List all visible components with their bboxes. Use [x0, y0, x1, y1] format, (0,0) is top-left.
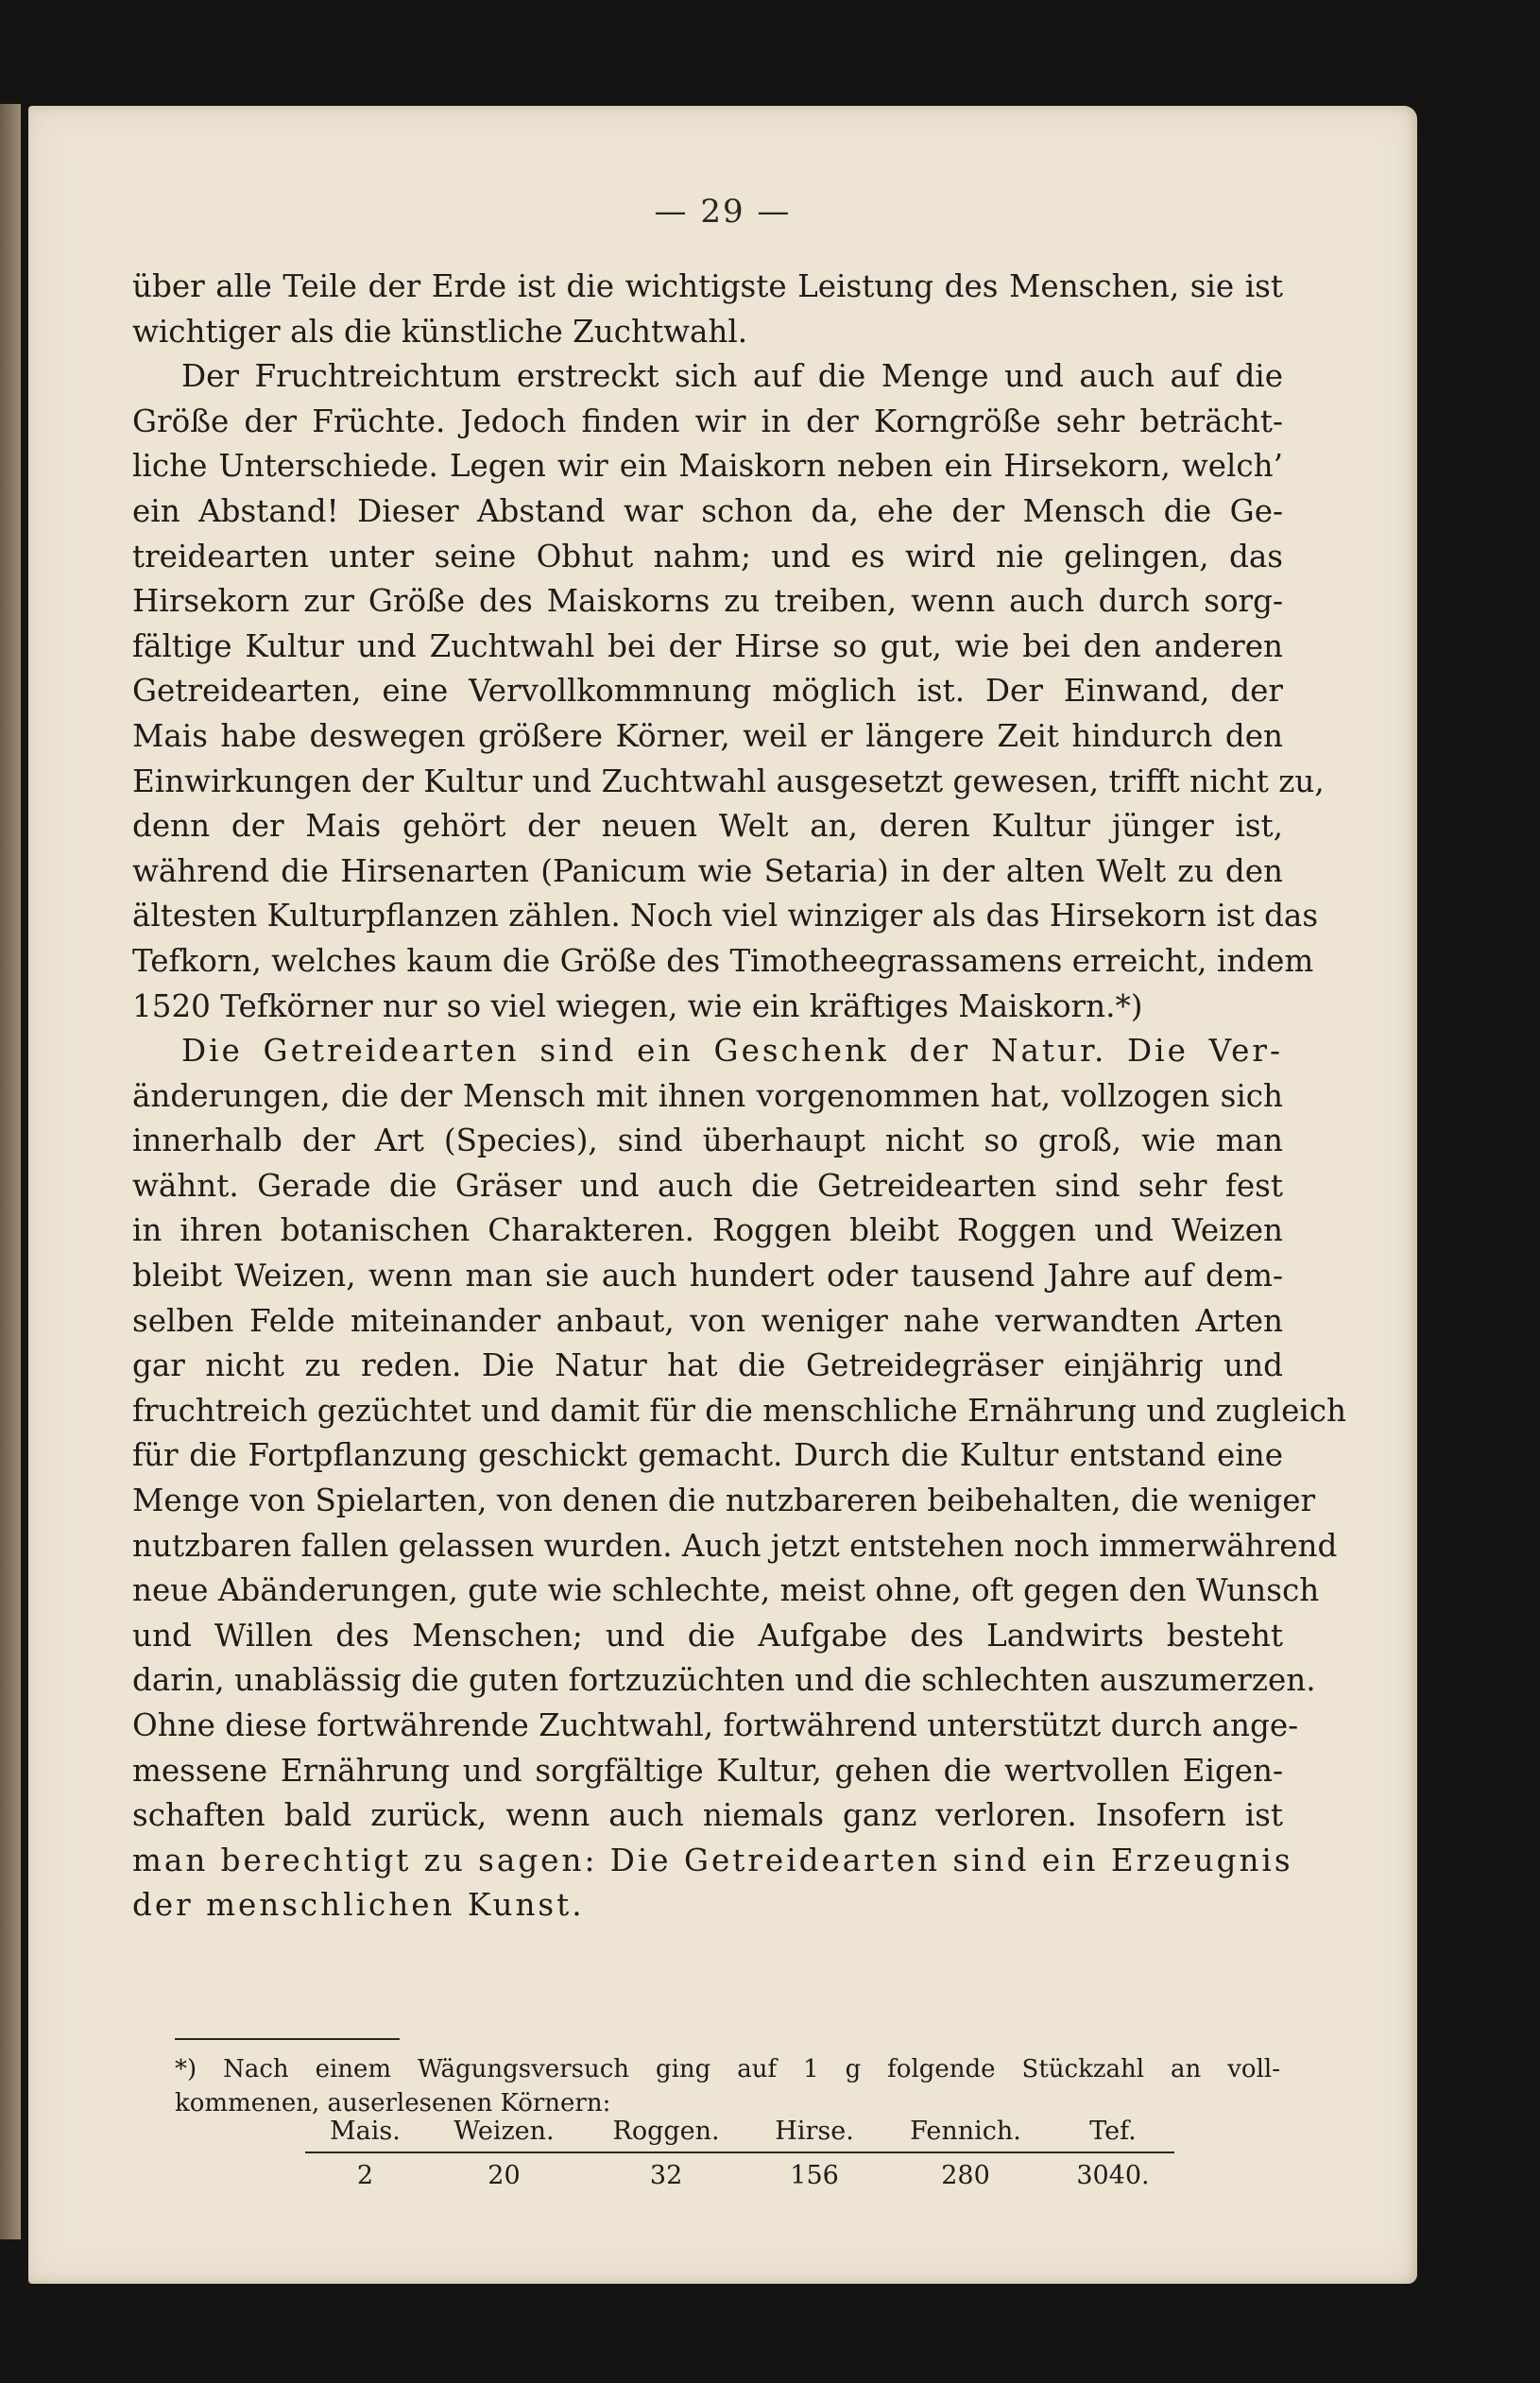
table-header-cell: Fennich.	[880, 2117, 1052, 2153]
table-header-cell: Mais.	[305, 2117, 425, 2153]
text-line: Ohne diese fortwährende Zuchtwahl, fortwährend unterstützt durch ange-	[132, 1707, 1299, 1743]
text-line: schaften bald zurück, wenn auch niemals ganz verloren. Insofern ist	[132, 1797, 1283, 1834]
book-page	[28, 106, 1417, 2284]
table-header-cell: Tef.	[1052, 2117, 1174, 2153]
text-line: während die Hirsenarten (Panicum wie Setaria) in der alten Welt zu den	[132, 852, 1283, 889]
text-line: änderungen, die der Mensch mit ihnen vorgenommen hat, vollzogen sich	[132, 1077, 1283, 1114]
text-line: fältige Kultur und Zuchtwahl bei der Hirse so gut, wie bei den anderen	[132, 627, 1283, 664]
text-line: Menge von Spielarten, von denen die nutzbareren beibehalten, die weniger	[132, 1483, 1316, 1519]
table-cell: 20	[488, 2161, 521, 2190]
text-line: Die Getreidearten sind ein Geschenk der Natur. Die Ver-	[181, 1033, 1283, 1070]
text-line: denn der Mais gehört der neuen Welt an, deren Kultur jünger ist,	[132, 808, 1283, 845]
text-line: treidearten unter seine Obhut nahm; und es wird nie gelingen, das	[132, 538, 1283, 574]
text-line: 1520 Tefkörner nur so viel wiegen, wie ein kräftiges Maiskorn.*)	[132, 987, 1143, 1024]
text-line: fruchtreich gezüchtet und damit für die menschliche Ernährung und zugleich	[132, 1392, 1347, 1429]
text-line: in ihren botanischen Charakteren. Roggen bleibt Roggen und Weizen	[132, 1212, 1283, 1249]
text-line: innerhalb der Art (Species), sind überhaupt nicht so groß, wie man	[132, 1123, 1283, 1159]
text-line: man berechtigt zu sagen: Die Getreidearten sind ein Erzeugnis	[132, 1842, 1293, 1878]
table-cell: 280	[941, 2161, 990, 2190]
grain-count-table	[305, 2117, 1174, 2190]
text-line: Der Fruchtreichtum erstreckt sich auf die Menge und auch auf die	[181, 358, 1283, 395]
table-cell: 3040.	[1076, 2161, 1150, 2190]
page-number: — 29 —	[654, 193, 792, 231]
text-line: messene Ernährung und sorgfältige Kultur, gehen die wertvollen Eigen-	[132, 1752, 1283, 1789]
body-text	[132, 265, 1347, 1929]
text-line: Hirsekorn zur Größe des Maiskorns zu treiben, wenn auch durch sorg-	[132, 583, 1283, 620]
text-line: wichtiger als die künstliche Zuchtwahl.	[132, 313, 748, 350]
text-line: der menschlichen Kunst.	[132, 1887, 585, 1924]
footnote-line: kommenen, auserlesenen Körnern:	[175, 2089, 611, 2117]
previous-page-edge	[0, 104, 21, 2239]
text-line: über alle Teile der Erde ist die wichtigste Leistung des Menschen, sie ist	[132, 268, 1283, 304]
text-line: neue Abänderungen, gute wie schlechte, meist ohne, oft gegen den Wunsch	[132, 1572, 1320, 1609]
text-line: Getreidearten, eine Vervollkommnung möglich ist. Der Einwand, der	[132, 673, 1283, 710]
text-line: Tefkorn, welches kaum die Größe des Timotheegrassamens erreicht, indem	[132, 942, 1314, 979]
text-line: wähnt. Gerade die Gräser und auch die Getreidearten sind sehr fest	[132, 1167, 1283, 1204]
table-header-cell: Hirse.	[749, 2117, 880, 2153]
text-line: Mais habe deswegen größere Körner, weil er längere Zeit hindurch den	[132, 717, 1283, 754]
text-line: nutzbaren fallen gelassen wurden. Auch jetzt entstehen noch immerwährend	[132, 1527, 1338, 1564]
text-line: gar nicht zu reden. Die Natur hat die Getreidegräser einjährig und	[132, 1347, 1283, 1384]
text-line: bleibt Weizen, wenn man sie auch hundert oder tausend Jahre auf dem-	[132, 1258, 1283, 1294]
table-row	[305, 2153, 1174, 2190]
footnote	[175, 2052, 1280, 2120]
table-header-cell: Roggen.	[583, 2117, 749, 2153]
text-line: Einwirkungen der Kultur und Zuchtwahl ausgesetzt gewesen, trifft nicht zu,	[132, 763, 1325, 799]
footnote-line: *) Nach einem Wägungsversuch ging auf 1 g folgende Stückzahl an voll-	[175, 2055, 1280, 2083]
text-line: ältesten Kulturpflanzen zählen. Noch viel winziger als das Hirsekorn ist das	[132, 898, 1319, 934]
table-header-cell: Weizen.	[425, 2117, 583, 2153]
text-line: darin, unablässig die guten fortzuzüchten und die schlechten auszumerzen.	[132, 1662, 1316, 1699]
text-line: Größe der Früchte. Jedoch finden wir in der Korngröße sehr beträcht-	[132, 403, 1283, 439]
table-cell: 2	[356, 2161, 373, 2190]
table-cell: 32	[649, 2161, 683, 2190]
footnote-divider	[175, 2038, 400, 2040]
text-line: liche Unterschiede. Legen wir ein Maiskorn neben ein Hirsekorn, welch’	[132, 448, 1283, 485]
text-line: ein Abstand! Dieser Abstand war schon da, ehe der Mensch die Ge-	[132, 492, 1283, 529]
text-line: und Willen des Menschen; und die Aufgabe des Landwirts besteht	[132, 1617, 1283, 1654]
table-cell: 156	[790, 2161, 839, 2190]
text-line: selben Felde miteinander anbaut, von weniger nahe verwandten Arten	[132, 1302, 1283, 1339]
text-line: für die Fortpflanzung geschickt gemacht. Durch die Kultur entstand eine	[132, 1437, 1283, 1474]
table-header-row	[305, 2117, 1174, 2153]
